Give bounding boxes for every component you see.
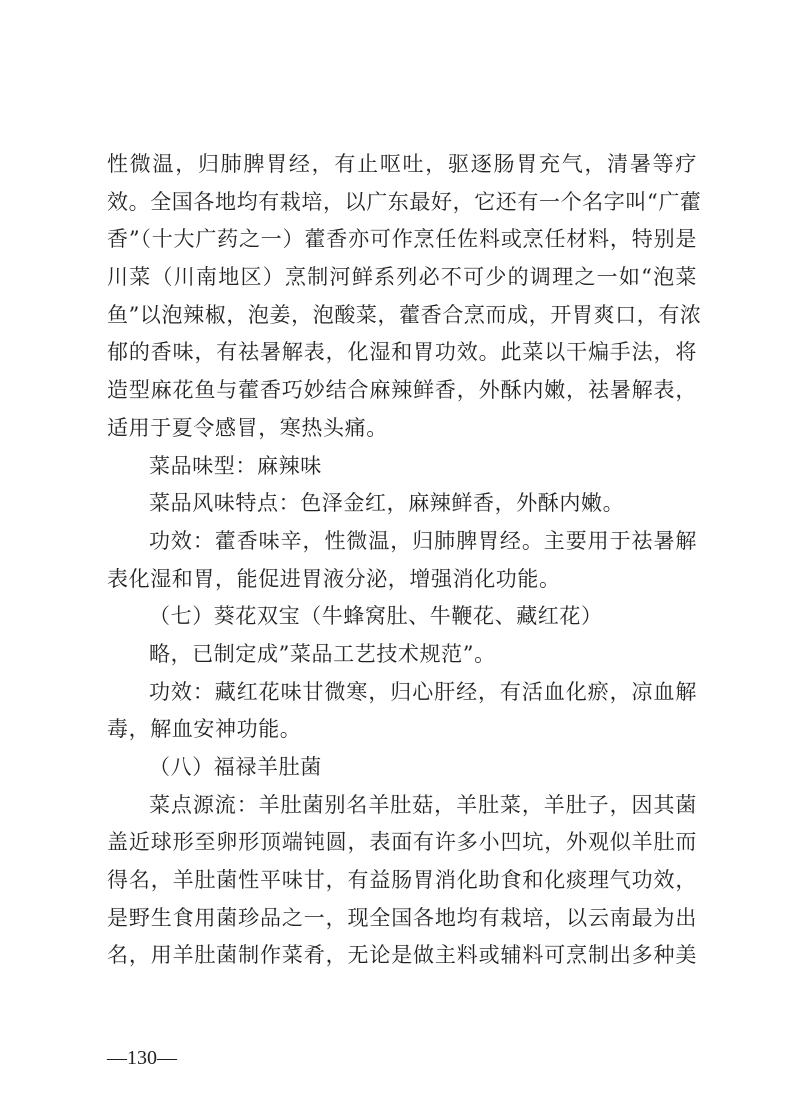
text-line: 菜品味型：麻辣味 — [149, 453, 322, 478]
text-line: 表化湿和胃，能促进胃液分泌，增强消化功能。 — [107, 566, 561, 591]
section-heading: （八）福禄羊肚菌 — [149, 755, 322, 779]
text-line: 得名，羊肚菌性平味甘，有益肠胃消化助食和化痰理气功效， — [107, 868, 697, 893]
text-line: 效。全国各地均有栽培，以广东最好，它还有一个名字叫“广藿 — [107, 189, 702, 214]
text-line: 功效：藏红花味甘微寒，归心肝经，有活血化瘀，凉血解 — [149, 679, 697, 704]
text-line: 造型麻花鱼与藿香巧妙结合麻辣鲜香，外酥内嫩，祛暑解表， — [107, 378, 697, 403]
text-line: 盖近球形至卵形顶端钝圆，表面有许多小凹坑，外观似羊肚而 — [107, 830, 697, 855]
text-line: 鱼”以泡辣椒，泡姜，泡酸菜，藿香合烹而成，开胃爽口，有浓 — [107, 302, 702, 327]
body-text — [107, 146, 702, 975]
text-line: 功效：藿香味辛，性微温，归肺脾胃经。主要用于祛暑解 — [149, 528, 697, 553]
text-line: 川菜（川南地区）烹制河鲜系列必不可少的调理之一如“泡菜 — [107, 265, 697, 290]
text-line: 菜品风味特点：色泽金红，麻辣鲜香，外酥内嫩。 — [149, 491, 625, 516]
text-line: 郁的香味，有祛暑解表，化湿和胃功效。此菜以干煸手法，将 — [107, 340, 697, 365]
text-line: 毒，解血安神功能。 — [107, 717, 302, 742]
page-number: —130— — [107, 1047, 177, 1069]
text-line: 略，已制定成”菜品工艺技术规范”。 — [149, 641, 496, 666]
text-line: 性微温，归肺脾胃经，有止呕吐，驱逐肠胃充气，清暑等疗 — [107, 152, 697, 176]
text-line: 名，用羊肚菌制作菜肴，无论是做主料或辅料可烹制出多种美 — [107, 943, 697, 968]
text-line: 香”（十大广药之一）藿香亦可作烹任佐料或烹任材料，特别是 — [107, 227, 697, 252]
section-heading: （七）葵花双宝（牛蜂窝肚、牛鞭花、藏红花） — [149, 604, 603, 629]
text-line: 是野生食用菌珍品之一，现全国各地均有栽培，以云南最为出 — [107, 905, 697, 930]
text-line: 适用于夏令感冒，寒热头痛。 — [107, 415, 388, 440]
text-line: 菜点源流：羊肚菌别名羊肚菇，羊肚菜，羊肚子，因其菌 — [149, 792, 697, 817]
